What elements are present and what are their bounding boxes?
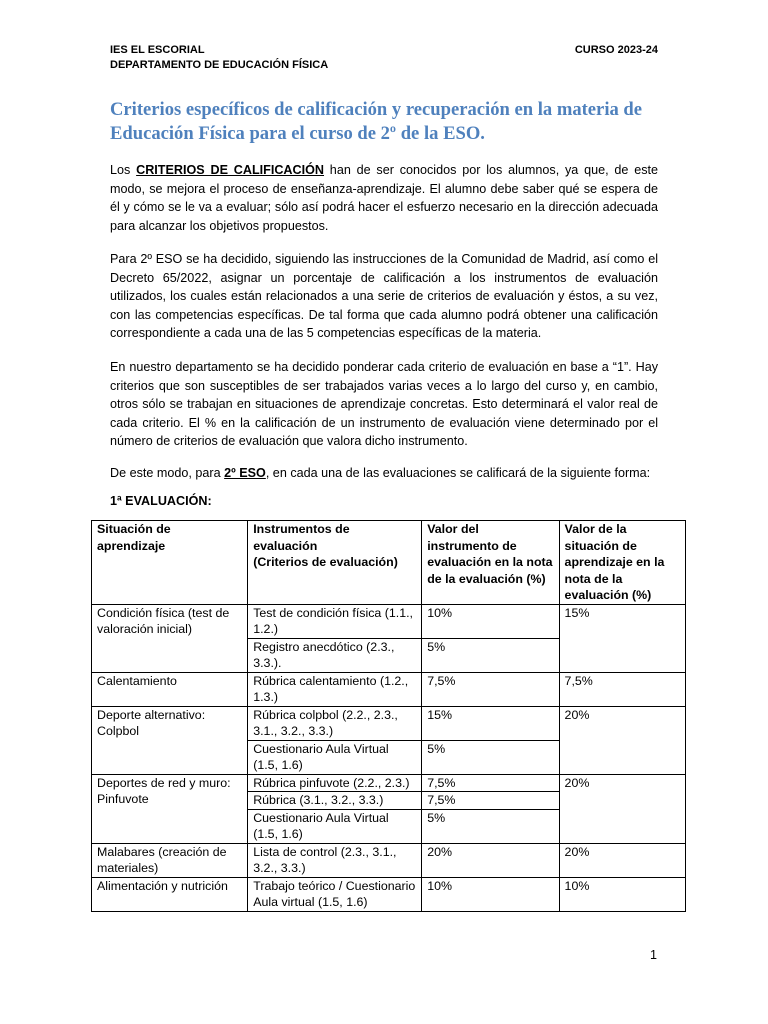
criterios-emphasis: CRITERIOS DE CALIFICACIÓN [136, 163, 325, 177]
table-row [92, 672, 686, 706]
cell-valor: 5% [422, 638, 559, 672]
cell-instrumento: Cuestionario Aula Virtual (1.5, 1.6) [248, 809, 422, 843]
page-number: 1 [650, 948, 658, 962]
cell-situacion: Deporte alternativo: Colpbol [92, 706, 248, 774]
cell-instrumento: Rúbrica colpbol (2.2., 2.3., 3.1., 3.2., 3.3.) [248, 706, 422, 740]
cell-valor: 15% [422, 706, 559, 740]
cell-valor: 5% [422, 740, 559, 774]
cell-valor: 20% [422, 843, 559, 877]
cell-situacion: Deportes de red y muro: Pinfuvote [92, 774, 248, 843]
cell-instrumento: Cuestionario Aula Virtual (1.5, 1.6) [248, 740, 422, 774]
paragraph-intro-table: De este modo, para 2º ESO, en cada una de las evaluaciones se calificará de la siguiente forma: [110, 466, 651, 480]
cell-instrumento: Lista de control (2.3., 3.1., 3.2., 3.3.) [248, 843, 422, 877]
section-title-1-evaluacion: 1ª EVALUACIÓN: [110, 494, 212, 508]
cell-instrumento: Test de condición física (1.1., 1.2.) [248, 604, 422, 638]
cell-instrumento: Trabajo teórico / Cuestionario Aula virtual (1.5, 1.6) [248, 877, 422, 911]
table-row [92, 843, 686, 877]
cell-total: 15% [559, 604, 685, 672]
table-row [92, 877, 686, 911]
cell-instrumento: Rúbrica pinfuvote (2.2., 2.3.) [248, 774, 422, 792]
cell-total: 20% [559, 706, 685, 774]
cell-situacion: Condición física (test de valoración inicial) [92, 604, 248, 672]
document-title: Criterios específicos de calificación y recuperación en la materia de Educación Física para el curso de 2º de la ESO. [110, 99, 643, 144]
table-row [92, 774, 686, 792]
cell-instrumento: Rúbrica (3.1., 3.2., 3.3.) [248, 792, 422, 810]
header-instrumentos: Instrumentos de evaluación (Criterios de evaluación) [248, 521, 422, 605]
cell-valor: 5% [422, 809, 559, 843]
cell-total: 7,5% [559, 672, 685, 706]
paragraph-criterios: Los CRITERIOS DE CALIFICACIÓN han de ser conocidos por los alumnos, ya que, de este modo, se mejora el proceso de enseñanza-aprendizaje. El alumno debe saber qué se espera de él y cómo se le va a evaluar; sólo así podrá hacer el esfuerzo necesario en la dirección adecuada para alcanzar los objetivos propuestos. [110, 163, 658, 233]
cell-total: 10% [559, 877, 685, 911]
page-header [110, 43, 658, 72]
school-name: IES EL ESCORIAL [110, 44, 205, 56]
header-valor-instrumento: Valor del instrumento de evaluación en la nota de la evaluación (%) [422, 521, 559, 605]
cell-situacion: Calentamiento [92, 672, 248, 706]
header-valor-situacion: Valor de la situación de aprendizaje en la nota de la evaluación (%) [559, 521, 685, 605]
eso-emphasis: 2º ESO [224, 466, 266, 480]
grading-table [91, 520, 686, 912]
cell-total: 20% [559, 843, 685, 877]
cell-situacion: Alimentación y nutrición [92, 877, 248, 911]
table-row [92, 604, 686, 638]
cell-total: 20% [559, 774, 685, 843]
header-situacion: Situación de aprendizaje [92, 521, 248, 605]
course-label: CURSO 2023-24 [574, 44, 658, 56]
paragraph-ponderacion: En nuestro departamento se ha decidido ponderar cada criterio de evaluación en base a “1”. Hay criterios que son susceptibles de ser trabajados varias veces a lo largo del curso y, en cambio, otros sólo se trabajan en situaciones de aprendizaje concretas. Esto determinará el valor real de cada criterio. El % en la calificación de un instrumento de evaluación viene determinado por el número de criterios de evaluación que valora dicho instrumento. [110, 360, 658, 448]
department-name: DEPARTAMENTO DE EDUCACIÓN FÍSICA [110, 58, 329, 71]
cell-valor: 7,5% [422, 774, 559, 792]
cell-valor: 7,5% [422, 672, 559, 706]
table-row [92, 706, 686, 740]
cell-instrumento: Rúbrica calentamiento (1.2., 1.3.) [248, 672, 422, 706]
table-header-row [92, 521, 686, 605]
cell-valor: 10% [422, 877, 559, 911]
cell-valor: 10% [422, 604, 559, 638]
cell-instrumento: Registro anecdótico (2.3., 3.3.). [248, 638, 422, 672]
paragraph-decreto: Para 2º ESO se ha decidido, siguiendo las instrucciones de la Comunidad de Madrid, así como el Decreto 65/2022, asignar un porcentaje de calificación a los instrumentos de evaluación utilizados, los cuales están relacionados a una serie de criterios de evaluación y éstos, a su vez, con las competencias específicas. De tal forma que cada alumno podrá obtener una calificación correspondiente a cada una de las 5 competencias específicas de la materia. [110, 252, 658, 340]
cell-valor: 7,5% [422, 792, 559, 810]
cell-situacion: Malabares (creación de materiales) [92, 843, 248, 877]
